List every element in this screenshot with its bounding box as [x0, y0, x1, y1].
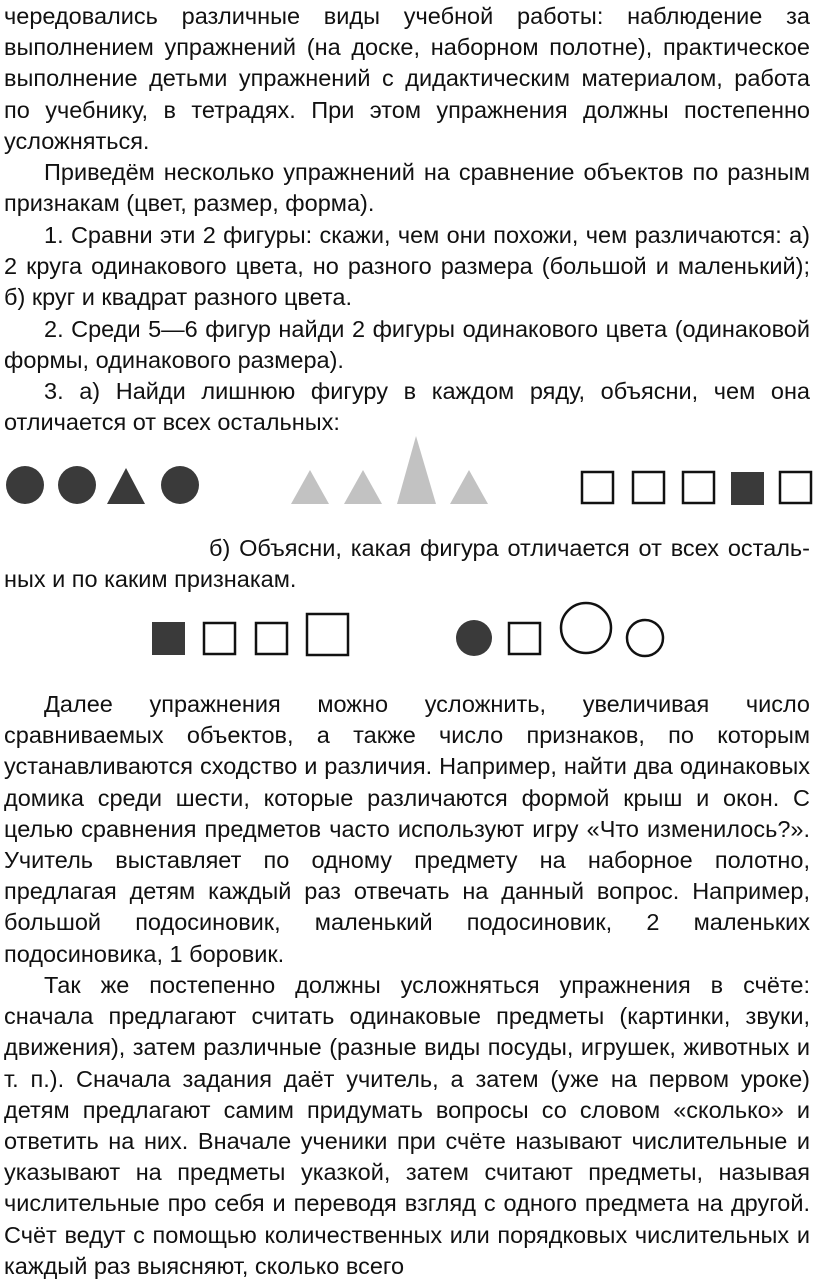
row-a3-square-2: [633, 472, 664, 503]
row-a3-square-3: [683, 472, 714, 503]
exercise-3b: б) Объясни, какая фигура отличается от всех остальных и по каким признакам.: [4, 535, 810, 593]
paragraph-counting: Так же постепенно должны усложняться упражнения в счёте: сначала предлагают считать одинаковые предметы (картинки, звуки, движения), затем различные (разные виды посуды, игрушек, животных и т. п.). Сначала задания даёт учитель, а затем (уже на первом уроке) детям предлагают самим придумать вопросы со словом «сколько» и ответить на них. Вначале ученики при счёте называют числительные и указывают на предметы указкой, затем считают предметы, называя числительные про себя и переводя взгляд с одного предмета на другой. Счёт ведут с помощью количественных или порядковых числительных и каждый раз выясняют, сколько всего: [4, 972, 810, 1279]
row-a1-circle-2: [58, 466, 96, 504]
row-b1-square-dark: [152, 622, 185, 655]
row-b2-circle-large: [561, 603, 611, 653]
row-a1-triangle: [107, 468, 145, 504]
paragraph-intro: чередовались различные виды учебной работы: наблюдение за выполнением упражнений (на доске, наборном полотне), практическое выполнение детьми упражнений с дидактическим материалом, работа по учебнику, в тетрадях. При этом упражнения должны постепенно усложняться.: [4, 3, 810, 154]
row-a2-triangle-1: [291, 470, 329, 504]
row-b1-square-1: [204, 623, 235, 654]
row-a2-triangle-3: [450, 470, 488, 504]
paragraph-examples-intro: Приведём несколько упражнений на сравнение объектов по разным признакам (цвет, размер, форма).: [4, 159, 810, 217]
row-b2-square: [509, 623, 540, 654]
figure-row-3b: [0, 595, 816, 665]
row-b2-circle-dark: [456, 620, 492, 656]
row-a2-triangle-2: [344, 470, 382, 504]
row-a3-square-dark: [731, 472, 764, 505]
exercise-3a: 3. а) Найди лишнюю фигуру в каждом ряду, объясни, чем она отличается от всех остальных:: [4, 378, 810, 436]
row-b2-circle-small: [627, 620, 663, 656]
row-a1-circle-3: [161, 466, 199, 504]
row-b1-square-large: [307, 614, 348, 655]
row-a1-circle-1: [6, 466, 44, 504]
exercise-1: 1. Сравни эти 2 фигуры: скажи, чем они похожи, чем различаются: а) 2 круга одинакового цвета, но разного размера (большой и маленький); б) круг и квадрат разного цвета.: [4, 222, 810, 311]
row-a2-triangle-tall: [397, 436, 436, 504]
paragraph-complication: Далее упражнения можно усложнить, увеличивая число сравниваемых объектов, а также число признаков, по которым устанавливаются сходство и различия. Например, найти два одинаковых домика среди шести, которые различаются формой крыш и окон. С целью сравнения предметов часто используют игру «Что изменилось?». Учитель выставляет по одному предмету на наборное полотно, предлагая детям каждый раз отвечать на данный вопрос. Например, большой подосиновик, маленький подосиновик, 2 маленьких подосиновика, 1 боровик.: [4, 691, 810, 967]
row-b1-square-2: [256, 623, 287, 654]
figure-row-3a: [0, 430, 816, 510]
row-a3-square-5: [780, 472, 811, 503]
row-a3-square-1: [582, 472, 613, 503]
exercise-2: 2. Среди 5—6 фигур найди 2 фигуры одинакового цвета (одинаковой формы, одинакового размера).: [4, 316, 810, 374]
figure-row-3b-drawing: [0, 595, 816, 665]
figure-row-3a-drawing: [0, 430, 816, 510]
